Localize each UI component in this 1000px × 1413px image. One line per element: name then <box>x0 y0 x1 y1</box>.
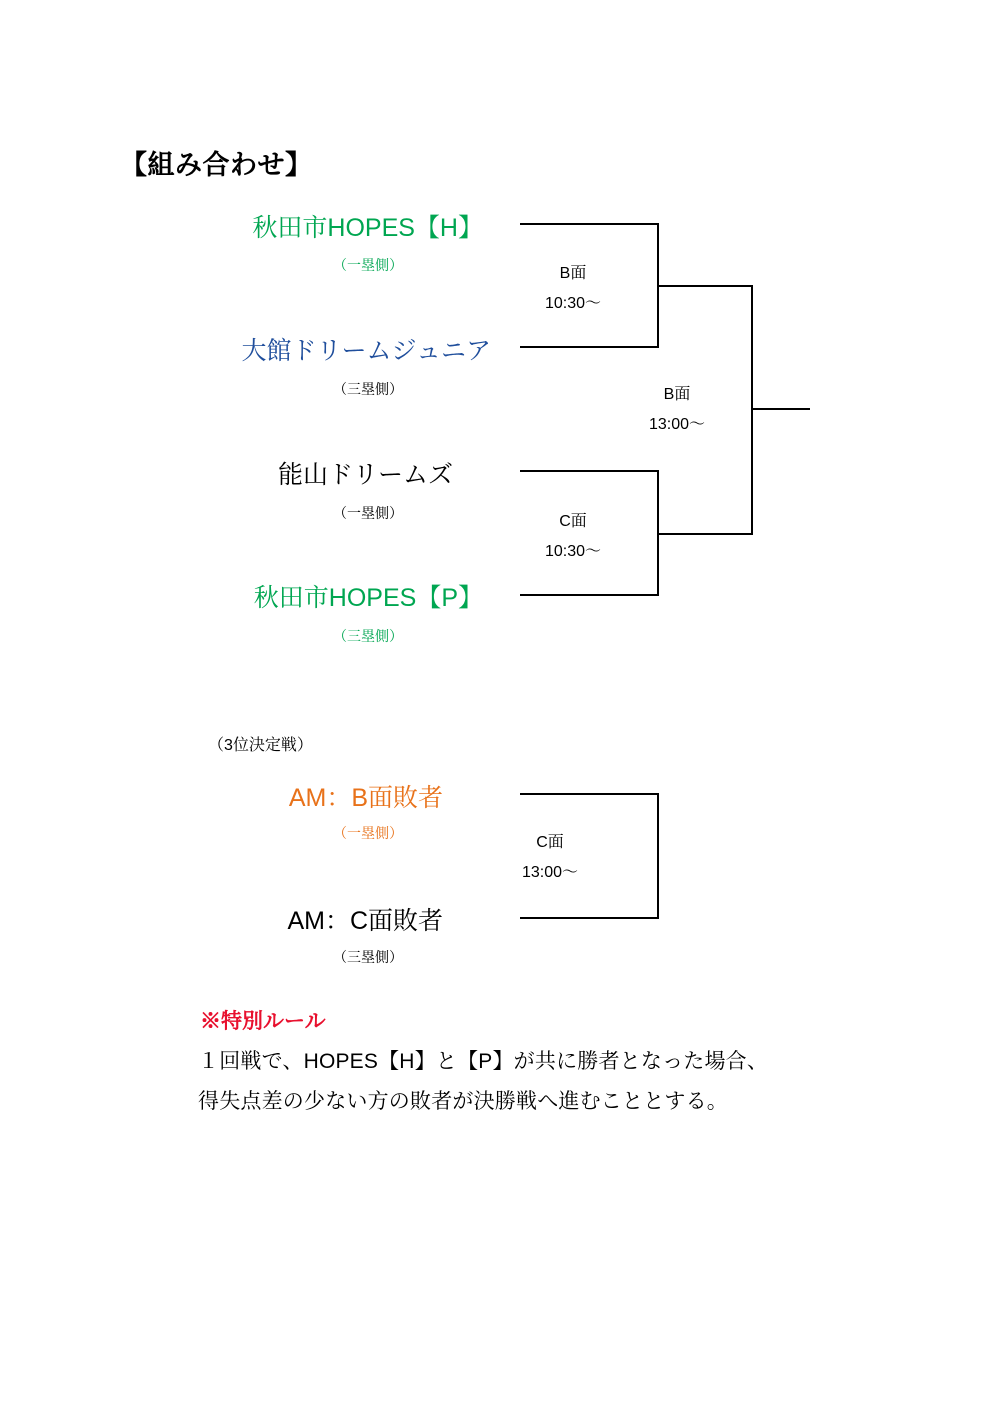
third-place-connector <box>657 793 659 919</box>
third-place-team-1-side: （一塁側） <box>333 825 403 841</box>
match-time-final: 13:00～ <box>648 415 706 433</box>
match-info-semi-2 <box>533 507 613 566</box>
special-rule-heading: ※特別ルール <box>200 1010 326 1033</box>
bracket-line-team4 <box>520 594 658 596</box>
bracket-team-3: 能山ドリームズ <box>277 461 453 489</box>
bracket-team-1-side: （一塁側） <box>333 257 403 273</box>
bracket-team-2: 大館ドリームジュニア <box>241 337 491 365</box>
match-field-semi-2: C面 <box>559 513 587 530</box>
bracket-connector-final <box>751 285 753 535</box>
bracket-team-2-side: （三塁側） <box>333 381 403 397</box>
bracket-line-team2 <box>520 346 658 348</box>
bracket-line-finalist-2 <box>657 533 752 535</box>
bracket-line-champion <box>751 408 810 410</box>
match-field-final: B面 <box>663 386 691 403</box>
match-field-semi-1: B面 <box>559 265 587 282</box>
bracket-line-finalist-1 <box>657 285 752 287</box>
special-rule-line-1: １回戦で、HOPES【H】と【P】が共に勝者となった場合、 <box>198 1050 769 1073</box>
bracket-line-team1 <box>520 223 658 225</box>
third-place-team-2: AM：C面敗者 <box>287 907 443 935</box>
bracket-team-4-side: （三塁側） <box>333 628 403 644</box>
match-time-third-place: 13:00～ <box>521 863 579 881</box>
match-time-semi-1: 10:30～ <box>544 294 602 312</box>
third-place-team-2-side: （三塁側） <box>333 949 403 965</box>
match-info-final <box>637 380 717 439</box>
bracket-line-team3 <box>520 470 658 472</box>
match-info-third-place <box>510 828 590 887</box>
third-place-line-team1 <box>520 793 658 795</box>
match-info-semi-1 <box>533 259 613 318</box>
page-title: 【組み合わせ】 <box>120 150 313 180</box>
match-field-third-place: C面 <box>536 834 564 851</box>
special-rule-line-2: 得失点差の少ない方の敗者が決勝戦へ進むこととする。 <box>198 1090 728 1113</box>
third-place-label: （3位決定戦） <box>208 737 313 754</box>
bracket-team-3-side: （一塁側） <box>333 505 403 521</box>
third-place-line-team2 <box>520 917 658 919</box>
bracket-team-4: 秋田市HOPES【P】 <box>253 584 483 612</box>
third-place-team-1: AM：B面敗者 <box>288 784 443 812</box>
match-time-semi-2: 10:30～ <box>544 542 602 560</box>
bracket-team-1: 秋田市HOPES【H】 <box>252 214 483 242</box>
